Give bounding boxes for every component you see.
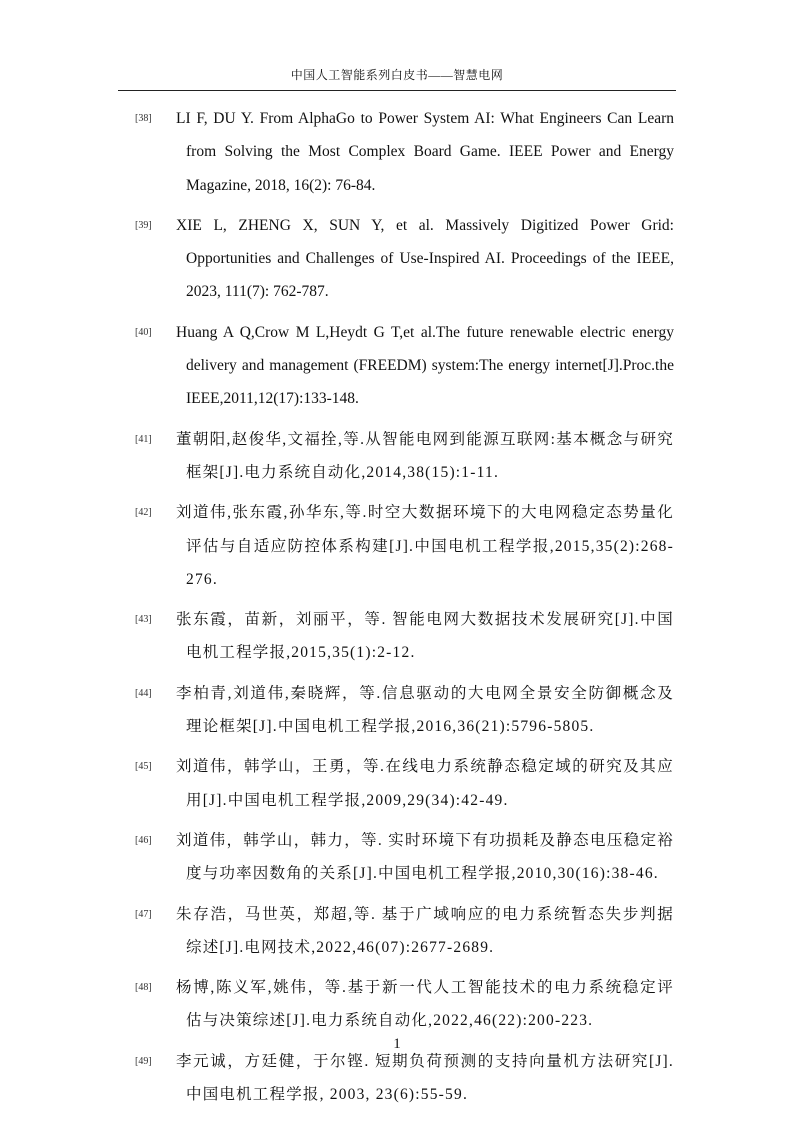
- reference-number: [47]: [135, 908, 152, 920]
- reference-number: [42]: [135, 507, 152, 519]
- reference-text: LI F, DU Y. From AlphaGo to Power System AI: What Engineers Can Learn from Solving the Most Complex Board Game. IEEE Power and Energy Magazine, 2018, 16(2): 76-84.: [176, 110, 674, 194]
- reference-text: 李元诚，方廷健，于尔铿. 短期负荷预测的支持向量机方法研究[J]. 中国电机工程学报, 2003, 23(6):55-59.: [176, 1052, 674, 1104]
- reference-item: [0, 971, 794, 1038]
- reference-number: [49]: [135, 1055, 152, 1067]
- reference-number: [46]: [135, 834, 152, 846]
- reference-number: [45]: [135, 761, 152, 773]
- reference-number: [44]: [135, 687, 152, 699]
- reference-number: [41]: [135, 433, 152, 445]
- reference-number: [38]: [135, 113, 152, 124]
- reference-item: [0, 750, 794, 817]
- reference-item: [0, 1045, 794, 1112]
- reference-item: [0, 603, 794, 670]
- reference-text: XIE L, ZHENG X, SUN Y, et al. Massively Digitized Power Grid: Opportunities and Challenges of Use-Inspired AI. Proceedings of the IEEE, 2023, 111(7): 762-787.: [176, 216, 674, 301]
- reference-text: 董朝阳,赵俊华,文福拴,等.从智能电网到能源互联网:基本概念与研究框架[J].电力系统自动化,2014,38(15):1-11.: [176, 430, 674, 481]
- reference-number: [40]: [135, 326, 152, 338]
- reference-text: Huang A Q,Crow M L,Heydt G T,et al.The future renewable electric energy delivery and management (FREEDM) system:The energy internet[J].Proc.the IEEE,2011,12(17):133-148.: [176, 323, 674, 408]
- header-divider: [118, 90, 676, 91]
- reference-item: [0, 496, 794, 596]
- reference-item: [0, 824, 794, 891]
- page-header-title: 中国人工智能系列白皮书——智慧电网: [290, 68, 504, 82]
- reference-text: 刘道伟，韩学山，王勇，等.在线电力系统静态稳定域的研究及其应用[J].中国电机工程学报,2009,29(34):42-49.: [176, 758, 674, 809]
- reference-text: 刘道伟,张东霞,孙华东,等.时空大数据环境下的大电网稳定态势量化评估与自适应防控体系构建[J].中国电机工程学报,2015,35(2):268-276.: [176, 504, 674, 588]
- reference-item: [0, 677, 794, 744]
- reference-text: 张东霞，苗新，刘丽平，等. 智能电网大数据技术发展研究[J].中国电机工程学报,2015,35(1):2-12.: [176, 611, 674, 662]
- reference-number: [48]: [135, 982, 152, 994]
- reference-text: 李柏青,刘道伟,秦晓辉，等.信息驱动的大电网全景安全防御概念及理论框架[J].中国电机工程学报,2016,36(21):5796-5805.: [176, 684, 674, 736]
- reference-text: 刘道伟，韩学山，韩力，等. 实时环境下有功损耗及静态电压稳定裕度与功率因数角的关系[J].中国电机工程学报,2010,30(16):38-46.: [176, 831, 674, 883]
- reference-text: 朱存浩，马世英，郑超,等. 基于广域响应的电力系统暂态失步判据综述[J].电网技术,2022,46(07):2677-2689.: [176, 905, 674, 956]
- reference-list: [0, 102, 794, 1118]
- reference-item: [0, 898, 794, 965]
- reference-number: [39]: [135, 219, 152, 231]
- reference-item: [0, 423, 794, 490]
- reference-text: 杨博,陈义军,姚伟，等.基于新一代人工智能技术的电力系统稳定评估与决策综述[J].电力系统自动化,2022,46(22):200-223.: [176, 979, 674, 1030]
- reference-item: [0, 316, 794, 416]
- page-number: 1: [393, 1036, 401, 1052]
- reference-item: [0, 102, 794, 202]
- reference-item: [0, 209, 794, 309]
- reference-number: [43]: [135, 614, 152, 626]
